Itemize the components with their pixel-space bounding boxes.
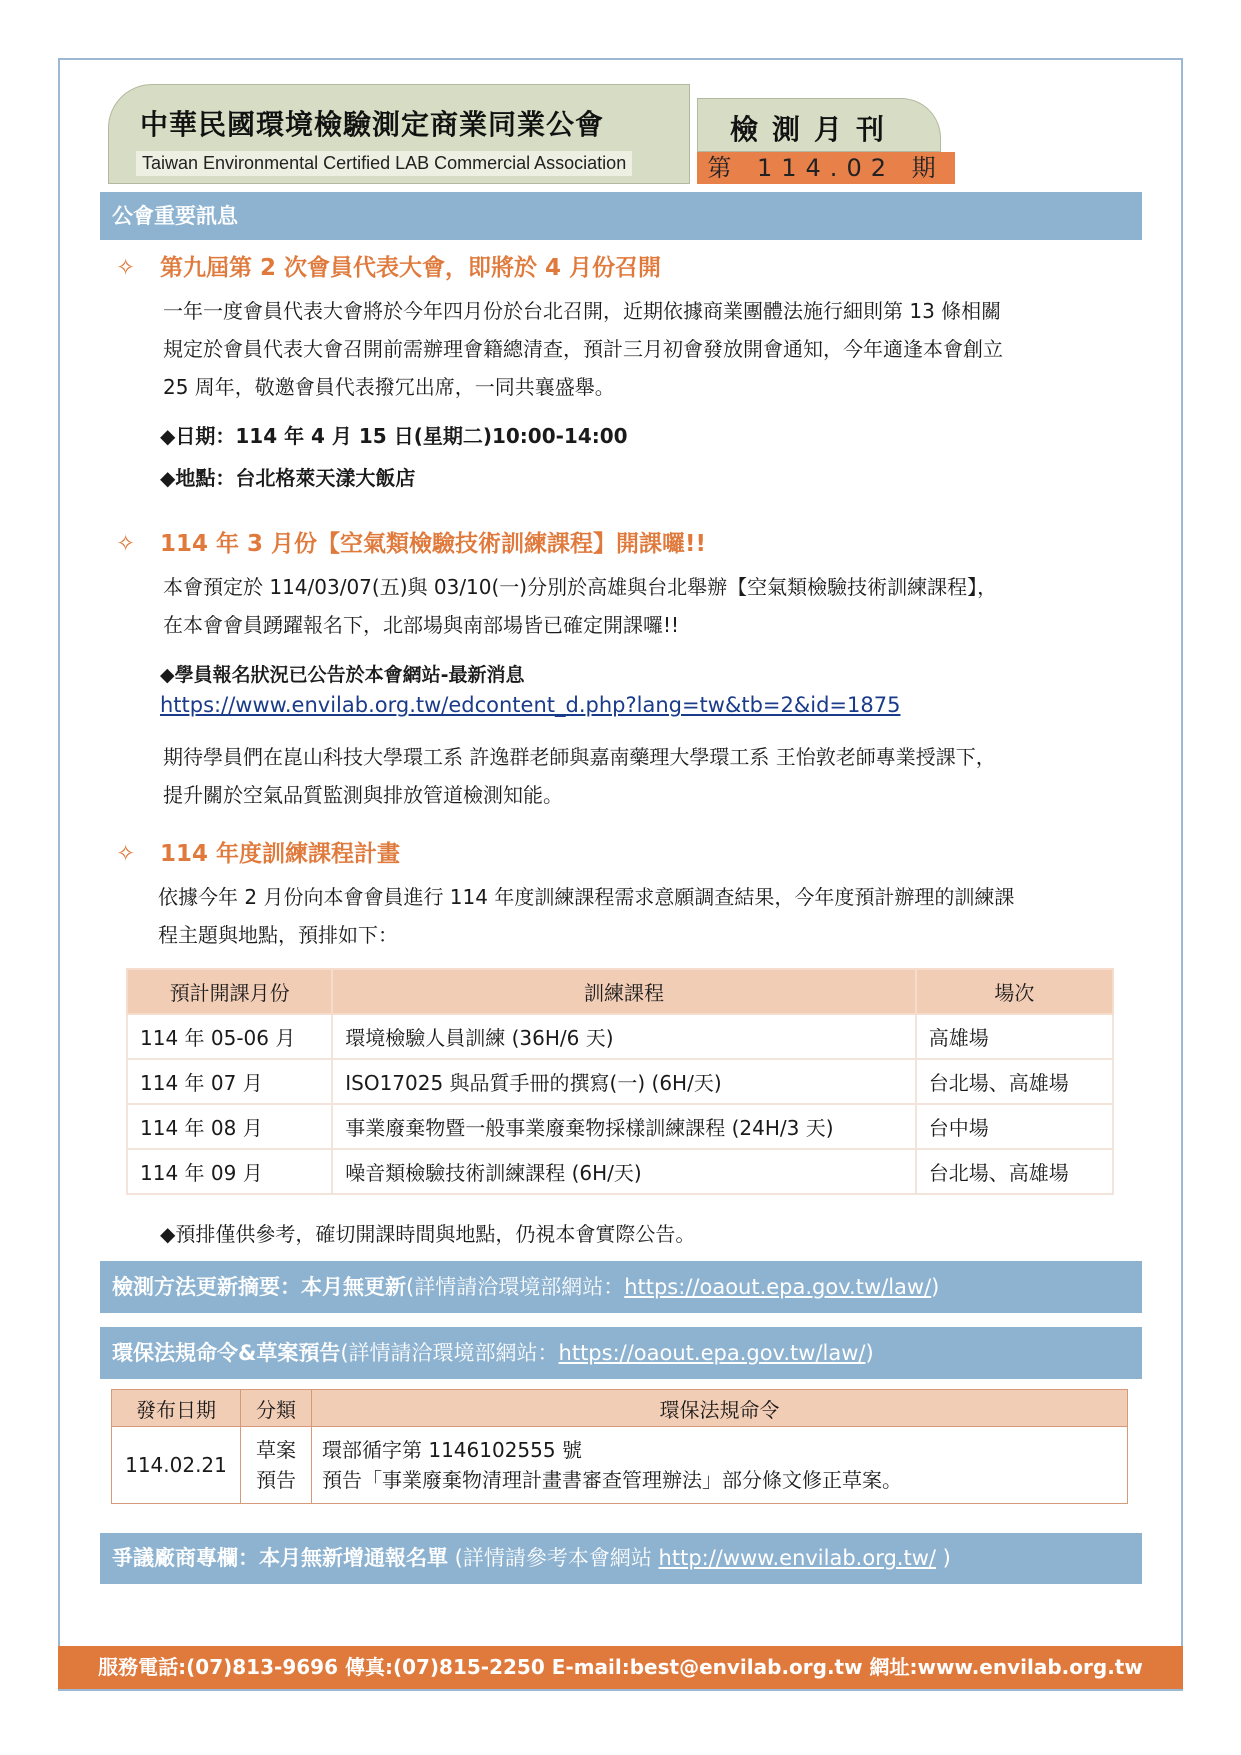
table-cell: 114 年 05-06 月 — [127, 1014, 332, 1059]
item3-heading-text: 114 年度訓練課程計畫 — [160, 841, 401, 867]
section-law-detail-prefix: (詳情請洽環境部網站： — [340, 1341, 559, 1365]
table-cell: 114 年 08 月 — [127, 1104, 332, 1149]
table-header-row — [112, 1390, 1128, 1427]
table-cell: 114 年 09 月 — [127, 1149, 332, 1194]
table-header-cell: 環保法規命令 — [312, 1390, 1128, 1427]
section-methods-bar — [100, 1261, 1142, 1313]
item1-line: 規定於會員代表大會召開前需辦理會籍總清查，預計三月初會發放開會通知，今年適逢本會創立 — [163, 337, 1003, 361]
item3-line: 程主題與地點，預排如下： — [158, 923, 398, 947]
item3-paragraph — [158, 878, 1014, 954]
item3-heading — [116, 835, 400, 868]
law-content-line: 預告「事業廢棄物清理計畫書審查管理辦法」部分條文修正草案。 — [322, 1468, 902, 1492]
section-dispute-bar — [100, 1533, 1142, 1584]
item2-notice: ◆學員報名狀況已公告於本會網站-最新消息 — [160, 664, 525, 686]
magazine-title: 檢測月刊 — [730, 113, 899, 146]
table-row — [127, 1059, 1113, 1104]
item3-note: ◆預排僅供參考，確切開課時間與地點，仍視本會實際公告。 — [160, 1222, 696, 1246]
table-cell: 114 年 07 月 — [127, 1059, 332, 1104]
table-header-row — [127, 969, 1113, 1014]
item1-heading — [116, 249, 661, 282]
section-law-title: 環保法規命令&草案預告 — [112, 1341, 341, 1365]
item1-paragraph — [163, 292, 1003, 406]
methods-epa-link[interactable]: https://oaout.epa.gov.tw/law/ — [624, 1275, 932, 1299]
table-header-cell: 訓練課程 — [332, 969, 916, 1014]
table-header-cell: 發布日期 — [112, 1390, 241, 1427]
table-row — [112, 1427, 1128, 1504]
section-dispute-detail-prefix: (詳情請參考本會網站 — [448, 1546, 659, 1570]
item1-place: ◆地點：台北格萊天漾大飯店 — [160, 466, 416, 490]
table-row — [127, 1104, 1113, 1149]
table-cell: ISO17025 與品質手冊的撰寫(一) (6H/天) — [332, 1059, 916, 1104]
footer-contact: 服務電話:(07)813-9696 傳真:(07)815-2250 E-mail:best@envilab.org.tw 網址:www.envilab.org.tw — [58, 1646, 1183, 1689]
item2-paragraph — [163, 568, 997, 644]
section-news-title: 公會重要訊息 — [112, 204, 238, 228]
section-dispute-title: 爭議廠商專欄：本月無新增通報名單 — [112, 1546, 448, 1570]
item1-line: 一年一度會員代表大會將於今年四月份於台北召開，近期依據商業團體法施行細則第 13 條相關 — [163, 299, 1002, 323]
four-point-star-icon: ✧ — [116, 531, 136, 557]
law-table — [111, 1389, 1128, 1504]
law-category-line: 預告 — [256, 1468, 296, 1492]
table-cell: 高雄場 — [916, 1014, 1113, 1059]
item2-line: 本會預定於 114/03/07(五)與 03/10(一)分別於高雄與台北舉辦【空氣類檢驗技術訓練課程】， — [163, 575, 998, 599]
training-plan-table — [126, 968, 1114, 1195]
item3-line: 依據今年 2 月份向本會會員進行 114 年度訓練課程需求意願調查結果，今年度預計辦理的訓練課 — [158, 885, 1015, 909]
item2-news-link[interactable]: https://www.envilab.org.tw/edcontent_d.php?lang=tw&tb=2&id=1875 — [160, 693, 901, 717]
item1-heading-text: 第九屆第 2 次會員代表大會，即將於 4 月份召開 — [160, 255, 662, 281]
item2-line: 在本會會員踴躍報名下，北部場與南部場皆已確定開課囉!! — [163, 613, 680, 637]
section-methods-detail-prefix: (詳情請洽環境部網站： — [406, 1275, 625, 1299]
table-cell: 台中場 — [916, 1104, 1113, 1149]
item2-line: 提升關於空氣品質監測與排放管道檢測知能。 — [163, 783, 563, 807]
section-law-bar — [100, 1327, 1142, 1379]
section-law-detail-suffix: ) — [865, 1341, 874, 1365]
table-cell: 噪音類檢驗技術訓練課程 (6H/天) — [332, 1149, 916, 1194]
item2-heading — [116, 525, 706, 558]
table-cell: 台北場、高雄場 — [916, 1059, 1113, 1104]
section-methods-title: 檢測方法更新摘要：本月無更新 — [112, 1275, 406, 1299]
org-name: 中華民國環境檢驗測定商業同業公會 — [140, 108, 605, 141]
issue-number: 第 114.02 期 — [697, 152, 955, 184]
table-cell: 事業廢棄物暨一般事業廢棄物採樣訓練課程 (24H/3 天) — [332, 1104, 916, 1149]
dispute-site-link[interactable]: http://www.envilab.org.tw/ — [658, 1546, 936, 1570]
four-point-star-icon: ✧ — [116, 841, 136, 867]
item2-line: 期待學員們在崑山科技大學環工系 許逸群老師與嘉南藥理大學環工系 王怡敦老師專業授課下， — [163, 745, 996, 769]
law-category-line: 草案 — [256, 1438, 296, 1462]
item2-paragraph-2 — [163, 738, 996, 814]
law-content-line: 環部循字第 1146102555 號 — [322, 1438, 582, 1462]
table-row — [127, 1014, 1113, 1059]
table-header-cell: 分類 — [241, 1390, 312, 1427]
org-name-en: Taiwan Environmental Certified LAB Commercial Association — [136, 151, 632, 176]
item1-date: ◆日期：114 年 4 月 15 日(星期二)10:00-14:00 — [160, 424, 628, 448]
item1-line: 25 周年，敬邀會員代表撥冗出席，一同共襄盛舉。 — [163, 375, 615, 399]
section-methods-detail-suffix: ) — [931, 1275, 940, 1299]
law-content-cell — [312, 1427, 1128, 1504]
law-epa-link[interactable]: https://oaout.epa.gov.tw/law/ — [558, 1341, 866, 1365]
section-dispute-detail-suffix: ) — [935, 1546, 951, 1570]
table-cell: 台北場、高雄場 — [916, 1149, 1113, 1194]
law-category-cell — [241, 1427, 312, 1504]
section-news-bar — [100, 192, 1142, 240]
law-date-cell: 114.02.21 — [112, 1427, 241, 1504]
table-cell: 環境檢驗人員訓練 (36H/6 天) — [332, 1014, 916, 1059]
table-row — [127, 1149, 1113, 1194]
table-header-cell: 預計開課月份 — [127, 969, 332, 1014]
table-header-cell: 場次 — [916, 969, 1113, 1014]
item2-heading-text: 114 年 3 月份【空氣類檢驗技術訓練課程】開課囉!! — [160, 531, 707, 557]
four-point-star-icon: ✧ — [116, 255, 136, 281]
